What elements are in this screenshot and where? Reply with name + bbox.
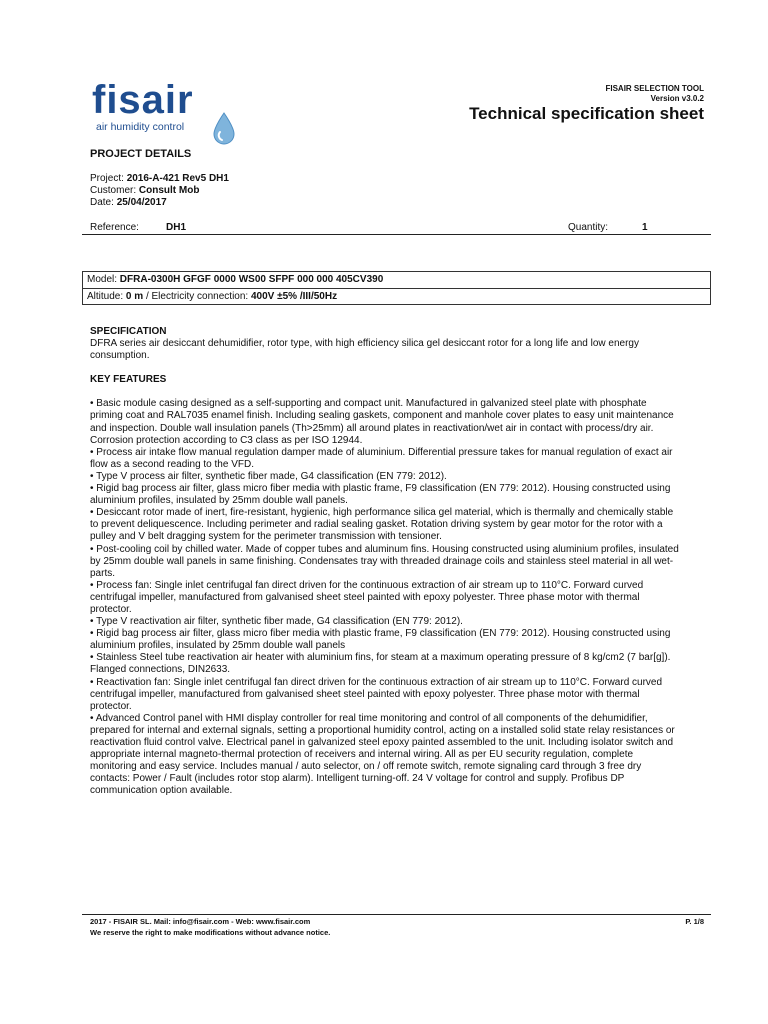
document-title: Technical specification sheet bbox=[469, 104, 704, 123]
feature-item: • Process air intake flow manual regulation damper made of aluminium. Differential pressure takes for manual regulation of exact air flow as a second reading to the VFD. bbox=[90, 446, 673, 470]
reference-divider bbox=[82, 234, 711, 235]
footer-contact: 2017 - FISAIR SL. Mail: info@fisair.com - Web: www.fisair.com bbox=[90, 917, 311, 926]
date-value: 25/04/2017 bbox=[116, 197, 167, 208]
project-value: 2016-A-421 Rev5 DH1 bbox=[126, 173, 229, 184]
feature-item: • Reactivation fan: Single inlet centrifugal fan direct driven for the continuous extraction of air stream up to 110°C. Forward curved centrifugal impeller, manufactured from galvanised sheet steel painted with epoxy polyester. Three phase motor with thermal protector. bbox=[90, 676, 663, 712]
key-features-list bbox=[90, 398, 680, 797]
page-number: P. 1/8 bbox=[685, 917, 704, 926]
model-label: Model: bbox=[87, 274, 118, 285]
tool-version: Version v3.0.2 bbox=[650, 94, 704, 103]
date-line bbox=[90, 197, 167, 209]
logo-tagline: air humidity control bbox=[96, 121, 185, 133]
project-label: Project: bbox=[90, 173, 124, 184]
reference-label: Reference: bbox=[90, 222, 139, 233]
feature-item: • Type V reactivation air filter, synthetic fiber made, G4 classification (EN 779: 2012). bbox=[90, 616, 463, 628]
quantity-label: Quantity: bbox=[568, 222, 609, 233]
customer-line bbox=[90, 185, 199, 197]
feature-item: • Advanced Control panel with HMI display controller for real time monitoring and control of all components of the dehumidifier, prepared for internal and external signals, setting a proportional humidity control, acting on a installed solid state relay resistances or reactivation fluid control valve. Electrical panel in galvanized steel epoxy painted assembled to the unit. Including isolator switch and appropriate internal magneto-thermal protection of receivers and internal wiring. All as per EU security regulation, complete monitoring and easy service. Includes manual / auto selector, on / off remote switch, remote signaling card through 3 free dry contacts: Power / Fault (includes rotor stop alarm). Intelligent turning-off. 24 V voltage for control and supply. Profibus DP communication option available. bbox=[90, 712, 675, 797]
quantity-value: 1 bbox=[642, 222, 648, 233]
feature-item: • Process fan: Single inlet centrifugal fan direct driven for the continuous extraction of air stream up to 110°C. Forward curved centrifugal impeller, manufactured from galvanised sheet steel painted with epoxy polyester. Three phase motor with thermal protector. bbox=[90, 579, 644, 615]
footer-divider bbox=[82, 914, 711, 915]
feature-item: • Type V process air filter, synthetic fiber made, G4 classification (EN 779: 2012). bbox=[90, 470, 447, 482]
project-line bbox=[90, 173, 229, 185]
tool-name: FISAIR SELECTION TOOL bbox=[605, 84, 704, 93]
specification-section bbox=[90, 326, 680, 797]
feature-item: • Rigid bag process air filter, glass micro fiber media with plastic frame, F9 classification (EN 779: 2012). Housing constructed using aluminium profiles, insulated by 25mm double wall panels. bbox=[90, 483, 671, 507]
altitude-row bbox=[83, 288, 710, 304]
customer-value: Consult Mob bbox=[138, 185, 200, 196]
feature-item: • Post-cooling coil by chilled water. Made of copper tubes and aluminum fins. Housing constructed using aluminium profiles, insulated by 25mm double wall panels in same finishing. Condensates tray with threaded drainage coils and stainless steel material in all wet-parts. bbox=[90, 543, 679, 579]
feature-item: • Basic module casing designed as a self-supporting and compact unit. Manufactured in galvanized steel plate with phosphate priming coat and RAL7035 enamel finish. Including sealing gaskets, component and manhole cover plates to easy unit maintenance and inspection. Double wall insulation panels (Th>25mm) all around plates in reactivation/wet air in contact with process/dry air. Corrosion protection according to C3 class as per ISO 12944. bbox=[90, 398, 674, 446]
specification-heading: SPECIFICATION bbox=[90, 326, 167, 337]
customer-label: Customer: bbox=[90, 185, 137, 196]
specification-text: DFRA series air desiccant dehumidifier, rotor type, with high efficiency silica gel desiccant rotor for a long life and low energy consumption. bbox=[90, 338, 639, 362]
electricity-value: 400V ±5% /III/50Hz bbox=[250, 291, 338, 302]
key-features-heading: KEY FEATURES bbox=[90, 374, 167, 386]
company-logo: fisair bbox=[92, 78, 194, 122]
water-drop-icon bbox=[212, 112, 236, 146]
altitude-label: Altitude: bbox=[87, 291, 124, 302]
feature-item: • Rigid bag process air filter, glass micro fiber media with plastic frame, F9 classification (EN 779: 2012). Housing constructed using aluminium profiles, insulated by 25mm double wall panels bbox=[90, 628, 671, 652]
model-row bbox=[83, 272, 710, 288]
reference-value: DH1 bbox=[166, 222, 187, 233]
date-label: Date: bbox=[90, 197, 114, 208]
altitude-value: 0 m bbox=[125, 291, 144, 302]
electricity-label: / Electricity connection: bbox=[145, 291, 249, 302]
model-box bbox=[82, 271, 711, 305]
feature-item: • Stainless Steel tube reactivation air heater with aluminium fins, for steam at a maximum operating pressure of 8 kg/cm2 (7 bar[g]). Flanged connections, DIN2633. bbox=[90, 652, 671, 676]
feature-item: • Desiccant rotor made of inert, fire-resistant, hygienic, high performance silica gel material, which is thermally and chemically stable to prevent deliquescence. Including perimeter and radial sealing gasket. Rotation driving system by gear motor for the rotor with a pulley and V belt dragging system for the perimeter transmission with tensioner. bbox=[90, 507, 674, 543]
model-value: DFRA-0300H GFGF 0000 WS00 SFPF 000 000 405CV390 bbox=[119, 274, 384, 285]
project-details-heading: PROJECT DETAILS bbox=[90, 148, 192, 160]
footer-disclaimer: We reserve the right to make modifications without advance notice. bbox=[90, 928, 331, 937]
